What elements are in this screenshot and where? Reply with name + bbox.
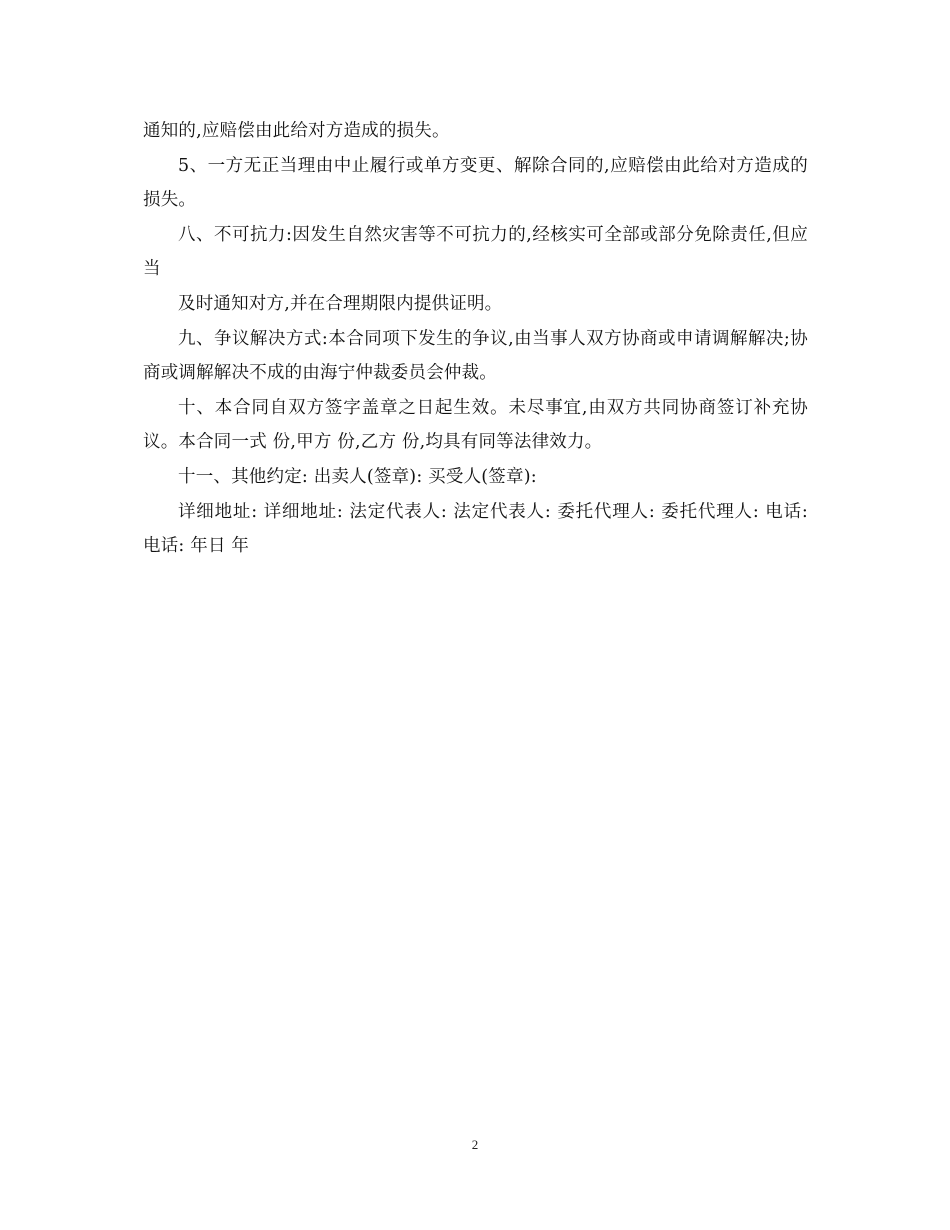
document-body <box>143 114 808 564</box>
paragraph-force-majeure: 八、不可抗力:因发生自然灾害等不可抗力的,经核实可全部或部分免除责任,但应当 <box>143 224 808 280</box>
paragraph-other-agreements: 十一、其他约定: 出卖人(签章): 买受人(签章): <box>178 466 537 487</box>
paragraph-force-majeure-continued: 及时通知对方,并在合理期限内提供证明。 <box>178 293 503 314</box>
paragraph-clause-5: 5、一方无正当理由中止履行或单方变更、解除合同的,应赔偿由此给对方造成的损失。 <box>143 155 808 211</box>
paragraph-signature-details: 详细地址: 详细地址: 法定代表人: 法定代表人: 委托代理人: 委托代理人: 电话: 电话: 年日 年 <box>143 501 808 557</box>
paragraph-dispute-resolution: 九、争议解决方式:本合同项下发生的争议,由当事人双方协商或申请调解解决;协商或调解解决不成的由海宁仲裁委员会仲裁。 <box>143 328 808 384</box>
paragraph-effectiveness: 十、本合同自双方签字盖章之日起生效。未尽事宜,由双方共同协商签订补充协议。本合同一式 份,甲方 份,乙方 份,均具有同等法律效力。 <box>143 397 808 453</box>
page-number: 2 <box>471 1137 479 1152</box>
paragraph-notice-loss: 通知的,应赔偿由此给对方造成的损失。 <box>143 121 450 141</box>
